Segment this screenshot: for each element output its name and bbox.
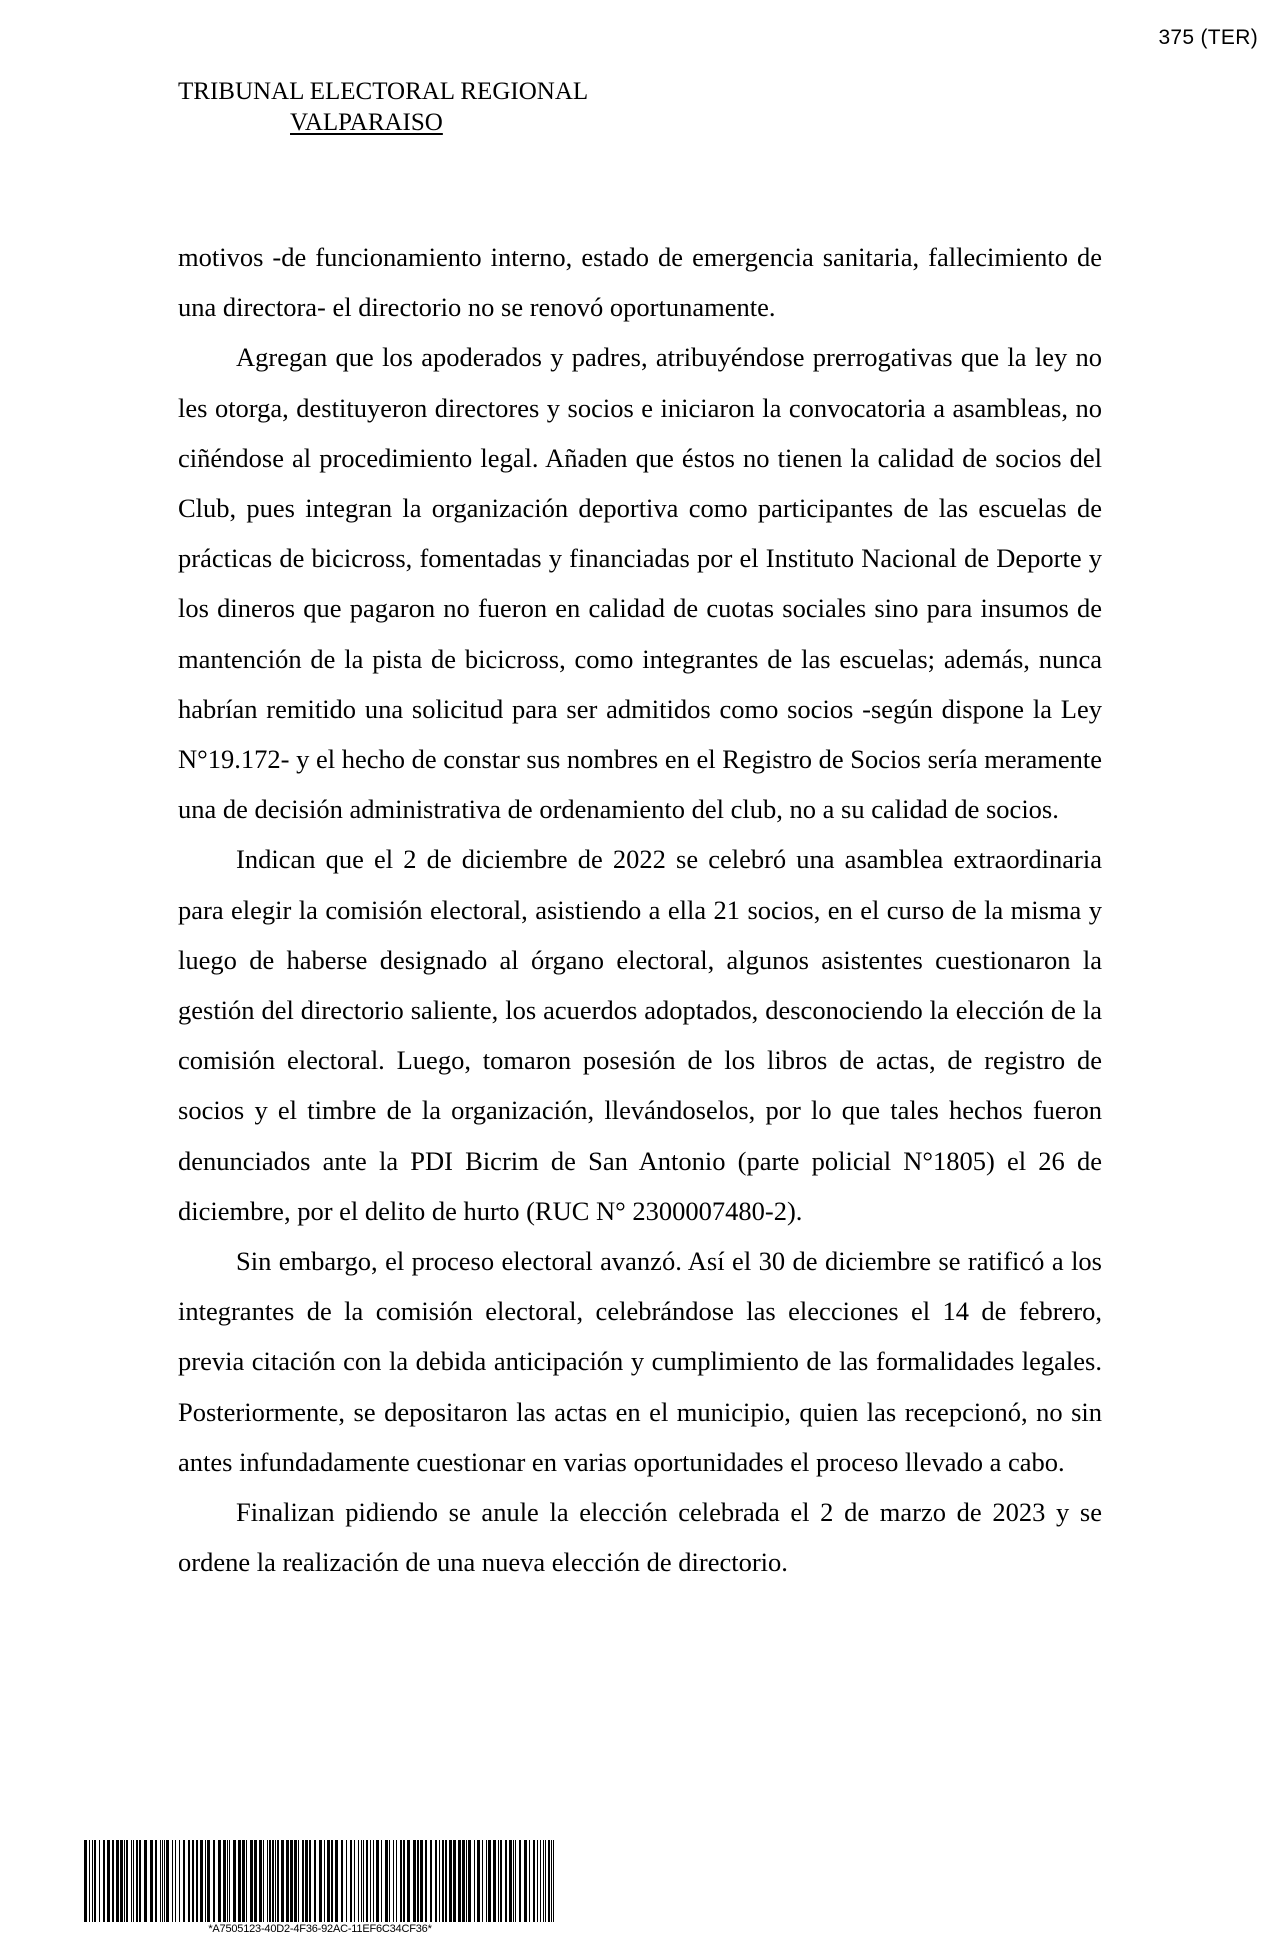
barcode-bar <box>200 1840 203 1922</box>
barcode-bar <box>89 1840 90 1922</box>
barcode-bar <box>294 1840 297 1922</box>
barcode-bar <box>413 1840 416 1922</box>
barcode-bar <box>175 1840 176 1922</box>
barcode-bar <box>519 1840 521 1922</box>
barcode-bar <box>486 1840 487 1922</box>
barcode-bar <box>92 1840 93 1922</box>
barcode-bar <box>335 1840 338 1922</box>
barcode-bar <box>403 1840 405 1922</box>
barcode-bar <box>466 1840 467 1922</box>
barcode-bar <box>166 1840 169 1922</box>
barcode-bar <box>515 1840 516 1922</box>
barcode-bar <box>263 1840 264 1922</box>
barcode-bar <box>551 1840 552 1922</box>
barcode-bar <box>498 1840 499 1922</box>
barcode-bar <box>155 1840 157 1922</box>
paragraph-continuation: motivos -de funcionamiento interno, estado de emergencia sanitaria, fallecimiento de una directora- el directorio no se renovó oportunamente. <box>178 242 1102 323</box>
barcode-bar <box>389 1840 390 1922</box>
barcode-bar <box>227 1840 228 1922</box>
barcode-bar <box>162 1840 163 1922</box>
barcode-bar <box>309 1840 311 1922</box>
barcode-bar <box>229 1840 230 1922</box>
barcode-bar <box>242 1840 245 1922</box>
barcode-bar <box>363 1840 364 1922</box>
barcode-bar <box>477 1840 480 1922</box>
barcode-bar <box>172 1840 173 1922</box>
barcode-bar <box>223 1840 226 1922</box>
paragraph: Indican que el 2 de diciembre de 2022 se celebró una asamblea extraordinaria para elegir la comisión electoral, asistiendo a ella 21 socios, en el curso de la misma y luego de haberse designado al órgano electoral, algunos asistentes cuestionaron la gestión del directorio saliente, los acuerdos adoptados, desconociendo la elección de la comisión electoral. Luego, tomaron posesión de los libros de actas, de registro de socios y el timbre de la organización, llevándoselos, por lo que tales hechos fueron denunciados ante la PDI Bicrim de San Antonio (parte policial N°1805) el 26 de diciembre, por el delito de hurto (RUC N° 2300007480-2). <box>178 844 1102 1226</box>
barcode-bar <box>358 1840 359 1922</box>
barcode-bar <box>553 1840 554 1922</box>
barcode-bar <box>218 1840 221 1922</box>
barcode-bar <box>302 1840 304 1922</box>
barcode-bar <box>468 1840 471 1922</box>
barcode-bar <box>94 1840 96 1922</box>
barcode-bar <box>341 1840 343 1922</box>
barcode-bar <box>272 1840 274 1922</box>
barcode-bar <box>474 1840 475 1922</box>
barcode-bar <box>435 1840 437 1922</box>
barcode-bar <box>533 1840 535 1922</box>
barcode-bar <box>493 1840 496 1922</box>
barcode-bar <box>144 1840 147 1922</box>
barcode-bar <box>524 1840 527 1922</box>
barcode-bar <box>509 1840 512 1922</box>
barcode-bar <box>275 1840 276 1922</box>
barcode-bar <box>250 1840 253 1922</box>
document-barcode <box>82 1840 558 1935</box>
barcode-bar <box>327 1840 330 1922</box>
barcode-bar <box>133 1840 134 1922</box>
barcode-bar <box>376 1840 379 1922</box>
barcode-bar <box>136 1840 138 1922</box>
barcode-bar <box>445 1840 447 1922</box>
barcode-bar <box>354 1840 355 1922</box>
barcode-bar <box>529 1840 530 1922</box>
barcode-bar <box>545 1840 546 1922</box>
page-number: 375 (TER) <box>1158 26 1258 49</box>
barcode-bar <box>120 1840 123 1922</box>
barcode-bar <box>331 1840 333 1922</box>
barcode-bar <box>537 1840 538 1922</box>
barcode-bar <box>420 1840 423 1922</box>
barcode-bar <box>246 1840 247 1922</box>
barcode-bar <box>453 1840 456 1922</box>
barcode-bar <box>107 1840 110 1922</box>
barcode-bar <box>417 1840 419 1922</box>
barcode-bar <box>238 1840 241 1922</box>
barcode-bar <box>430 1840 432 1922</box>
barcode-bar <box>373 1840 374 1922</box>
barcode-bar <box>458 1840 461 1922</box>
barcode-bar <box>84 1840 87 1922</box>
letterhead-tribunal-name: TRIBUNAL ELECTORAL REGIONAL <box>178 78 589 105</box>
barcode-caption: *A7505123-40D2-4F36-92AC-11EF6C34CF36* <box>208 1923 432 1935</box>
barcode-graphic <box>82 1840 558 1922</box>
barcode-bar <box>449 1840 452 1922</box>
barcode-bar <box>281 1840 284 1922</box>
barcode-bar <box>439 1840 440 1922</box>
letterhead <box>178 76 588 138</box>
barcode-bar <box>112 1840 114 1922</box>
barcode-bar <box>188 1840 190 1922</box>
barcode-bar <box>179 1840 180 1922</box>
paragraph: Finalizan pidiendo se anule la elección celebrada el 2 de marzo de 2023 y se ordene la realización de una nueva elección de directorio. <box>178 1497 1102 1578</box>
paragraph: Agregan que los apoderados y padres, atribuyéndose prerrogativas que la ley no les otorga, destituyeron directores y socios e iniciaron la convocatoria a asambleas, no ciñéndose al procedimiento legal. Añaden que éstos no tienen la calidad de socios del Club, pues integran la organización deportiva como participantes de las escuelas de prácticas de bicicross, fomentadas y financiadas por el Instituto Nacional de Deporte y los dineros que pagaron no fueron en calidad de cuotas sociales sino para insumos de mantención de la pista de bicicross, como integrantes de las escuelas; además, nunca habrían remitido una solicitud para ser admitidos como socios -según dispone la Ley N°19.172- y el hecho de constar sus nombres en el Registro de Socios sería meramente una de decisión administrativa de ordenamiento del club, no a su calidad de socios. <box>178 342 1102 825</box>
barcode-bar <box>298 1840 299 1922</box>
barcode-bar <box>381 1840 382 1922</box>
barcode-bar <box>548 1840 550 1922</box>
barcode-bar <box>505 1840 507 1922</box>
barcode-bar <box>99 1840 100 1922</box>
barcode-bar <box>425 1840 427 1922</box>
barcode-bar <box>396 1840 397 1922</box>
barcode-bar <box>207 1840 210 1922</box>
barcode-bar <box>160 1840 161 1922</box>
barcode-bar <box>233 1840 236 1922</box>
document-body <box>178 232 1102 1587</box>
barcode-bar <box>259 1840 262 1922</box>
barcode-bar <box>393 1840 394 1922</box>
barcode-bar <box>205 1840 206 1922</box>
barcode-bar <box>196 1840 198 1922</box>
barcode-bar <box>407 1840 410 1922</box>
barcode-bar <box>540 1840 541 1922</box>
barcode-bar <box>346 1840 347 1922</box>
barcode-bar <box>366 1840 368 1922</box>
barcode-bar <box>370 1840 371 1922</box>
barcode-bar <box>290 1840 293 1922</box>
barcode-bar <box>350 1840 352 1922</box>
barcode-bar <box>400 1840 402 1922</box>
barcode-bar <box>267 1840 268 1922</box>
barcode-bar <box>513 1840 514 1922</box>
barcode-bar <box>254 1840 257 1922</box>
paragraph: Sin embargo, el proceso electoral avanzó. Así el 30 de diciembre se ratificó a los integrantes de la comisión electoral, celebrándose las elecciones el 14 de febrero, previa citación con la debida anticipación y cumplimiento de las formalidades legales. Posteriormente, se depositaron las actas en el municipio, quien las recepcionó, no sin antes infundadamente cuestionar en varias oportunidades el proceso llevado a cabo. <box>178 1246 1102 1477</box>
barcode-bar <box>131 1840 132 1922</box>
barcode-bar <box>462 1840 465 1922</box>
barcode-bar <box>116 1840 119 1922</box>
barcode-bar <box>488 1840 491 1922</box>
barcode-bar <box>150 1840 153 1922</box>
barcode-bar <box>124 1840 125 1922</box>
barcode-bar <box>324 1840 325 1922</box>
barcode-bar <box>385 1840 388 1922</box>
barcode-bar <box>314 1840 316 1922</box>
letterhead-city: VALPARAISO <box>290 109 443 136</box>
barcode-bar <box>500 1840 502 1922</box>
barcode-bar <box>183 1840 185 1922</box>
barcode-bar <box>103 1840 105 1922</box>
barcode-bar <box>442 1840 444 1922</box>
barcode-bar <box>192 1840 194 1922</box>
barcode-bar <box>269 1840 271 1922</box>
barcode-bar <box>164 1840 165 1922</box>
barcode-bar <box>305 1840 308 1922</box>
barcode-bar <box>361 1840 362 1922</box>
barcode-bar <box>139 1840 141 1922</box>
barcode-bar <box>319 1840 322 1922</box>
barcode-bar <box>213 1840 215 1922</box>
barcode-bar <box>126 1840 128 1922</box>
barcode-bar <box>543 1840 544 1922</box>
barcode-bar <box>286 1840 289 1922</box>
barcode-bar <box>277 1840 279 1922</box>
barcode-bar <box>482 1840 483 1922</box>
